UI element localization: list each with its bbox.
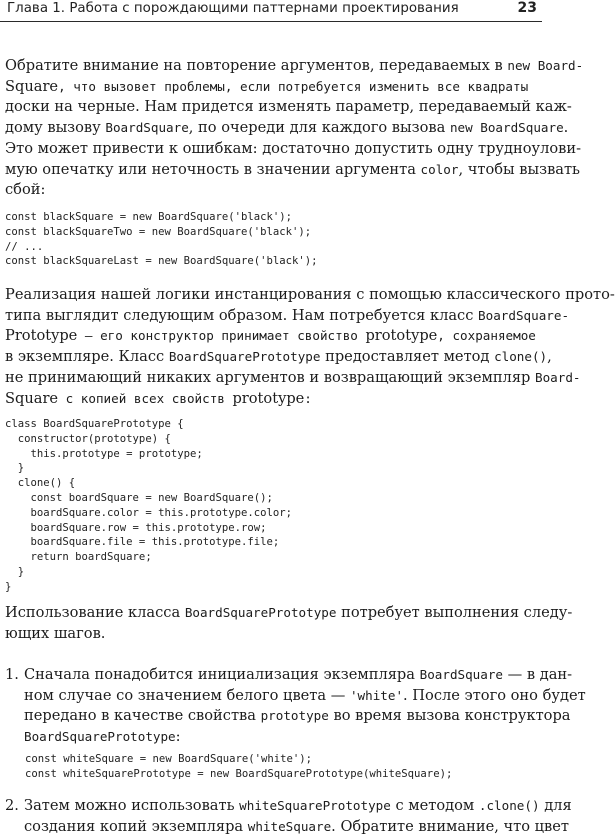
text-run: Затем можно использовать <box>24 797 240 814</box>
text-run: . Обратите внимание, что цвет <box>331 817 569 835</box>
chapter-title: Глава 1. Работа с порождающими паттернами проектирования <box>7 1 459 16</box>
text-run: Обратите внимание на повторение аргументов, передаваемых в <box>5 57 508 74</box>
text-line <box>5 624 538 645</box>
page-number: 23 <box>517 0 537 16</box>
list-number-2: 2. <box>5 797 19 814</box>
text-run: Это может привести к ошибкам: достаточно допустить одну трудноулови- <box>5 139 582 157</box>
text-run: потребует выполнения следу- <box>336 604 573 621</box>
inline-code: Board- <box>535 369 581 385</box>
code-block-board-square-prototype: class BoardSquarePrototype { constructor(prototype) { this.prototype = prototype; } clone() { const boardSquare = new BoardSquare(); boardSquare.color = this.prototype.color; boardSquare.row = this.prototype.row; boardSquare.file = this.prototype.file; return boardSquare; } } <box>5 418 293 593</box>
inline-code: BoardSquare- <box>478 307 570 323</box>
paragraph-argument-repetition <box>5 56 584 201</box>
list-item-1-text <box>24 665 586 748</box>
text-line <box>5 389 538 410</box>
text-run: Реализация нашей логики инстанцирования с помощью классического прото- <box>5 286 615 303</box>
text-run: сбой: <box>5 181 46 199</box>
text-run: для <box>539 797 572 814</box>
inline-code: , что вызовет проблемы, если потребуется изменить все квадраты <box>58 78 529 94</box>
code-block-white-square: const whiteSquare = new BoardSquare('white'); const whiteSquarePrototype = new BoardSquarePrototype(whiteSquare); <box>25 753 453 780</box>
text-run: prototype <box>365 327 438 345</box>
text-run: , чтобы вызвать <box>458 160 581 178</box>
text-run: предоставляет метод <box>320 348 495 366</box>
text-run: , <box>547 348 552 366</box>
text-run: во время вызова конструктора <box>328 707 571 725</box>
text-line <box>5 603 573 624</box>
text-line <box>5 285 615 306</box>
inline-code: BoardSquare <box>105 120 189 136</box>
inline-code: BoardSquare <box>419 667 504 682</box>
text-line <box>5 56 584 77</box>
text-run: Prototype <box>5 327 78 345</box>
text-run: создания копий экземпляра <box>24 817 248 835</box>
inline-code: .clone() <box>478 798 540 813</box>
text-run: . После этого оно будет <box>403 686 586 704</box>
inline-code: — его конструктор принимает свойство <box>77 328 366 344</box>
text-line <box>24 727 538 748</box>
running-header <box>0 0 542 22</box>
text-run: Использование класса <box>5 604 185 621</box>
inline-code: whiteSquarePrototype <box>239 798 391 813</box>
text-line <box>24 665 573 686</box>
text-run: . <box>563 119 569 137</box>
text-run: доски на черные. Нам придется изменять параметр, передаваемый каж- <box>5 98 572 116</box>
list-number-1: 1. <box>5 666 19 683</box>
text-line <box>24 817 569 837</box>
text-line <box>24 686 586 707</box>
code-block-black-squares: const blackSquare = new BoardSquare('black'); const blackSquareTwo = new BoardSquare('black'); // ... const blackSquareLast = new BoardSquare('black'); <box>5 211 318 268</box>
text-run: в экземпляре. Класс <box>5 348 169 366</box>
text-run: типа выглядит следующим образом. Нам потребуется класс <box>5 306 479 324</box>
text-run: Square <box>5 77 59 95</box>
text-run: , по очереди для каждого вызова <box>188 119 450 137</box>
text-run: дому вызову <box>5 119 106 137</box>
text-line <box>5 77 538 98</box>
paragraph-usage-steps <box>5 603 573 644</box>
text-line <box>5 139 582 160</box>
text-run: мую опечатку или неточность в значении аргумента <box>5 160 421 178</box>
text-run: ном случае со значением белого цвета — <box>24 686 350 704</box>
inline-code: color <box>420 161 459 177</box>
inline-code: whiteSquare <box>247 818 332 834</box>
text-run: — в дан- <box>503 666 573 683</box>
text-line <box>5 326 538 347</box>
text-run: : <box>175 728 181 746</box>
text-line <box>24 796 572 817</box>
inline-code: BoardSquarePrototype <box>184 605 337 620</box>
text-run: Square <box>5 389 59 407</box>
text-run: не принимающий никаких аргументов и возвращающий экземпляр <box>5 368 536 386</box>
text-run: с методом <box>390 797 479 814</box>
text-line <box>5 368 581 389</box>
text-run: Сначала понадобится инициализация экземпляра <box>24 666 420 683</box>
text-run: передано в качестве свойства <box>24 707 261 725</box>
text-line <box>5 180 538 201</box>
inline-code: BoardSquarePrototype <box>168 349 321 365</box>
inline-code: , сохраняемое <box>437 328 536 344</box>
text-line <box>5 97 572 118</box>
text-line <box>5 306 570 327</box>
inline-code: new BoardSquare <box>449 120 564 136</box>
text-line <box>5 347 552 368</box>
inline-code: new Board- <box>507 58 584 73</box>
text-run: ющих шагов. <box>5 624 106 642</box>
text-line <box>5 160 581 181</box>
list-item-2-text <box>24 796 572 837</box>
text-line <box>5 118 569 139</box>
inline-code: clone() <box>494 349 548 365</box>
inline-code: : <box>304 390 312 406</box>
inline-code: prototype <box>260 708 329 724</box>
text-run: prototype <box>232 389 305 407</box>
inline-code: 'white' <box>349 687 404 703</box>
paragraph-prototype-class <box>5 285 615 409</box>
text-line <box>24 706 571 727</box>
inline-code: с копией всех свойств <box>58 390 233 406</box>
inline-code: BoardSquarePrototype <box>24 729 176 745</box>
